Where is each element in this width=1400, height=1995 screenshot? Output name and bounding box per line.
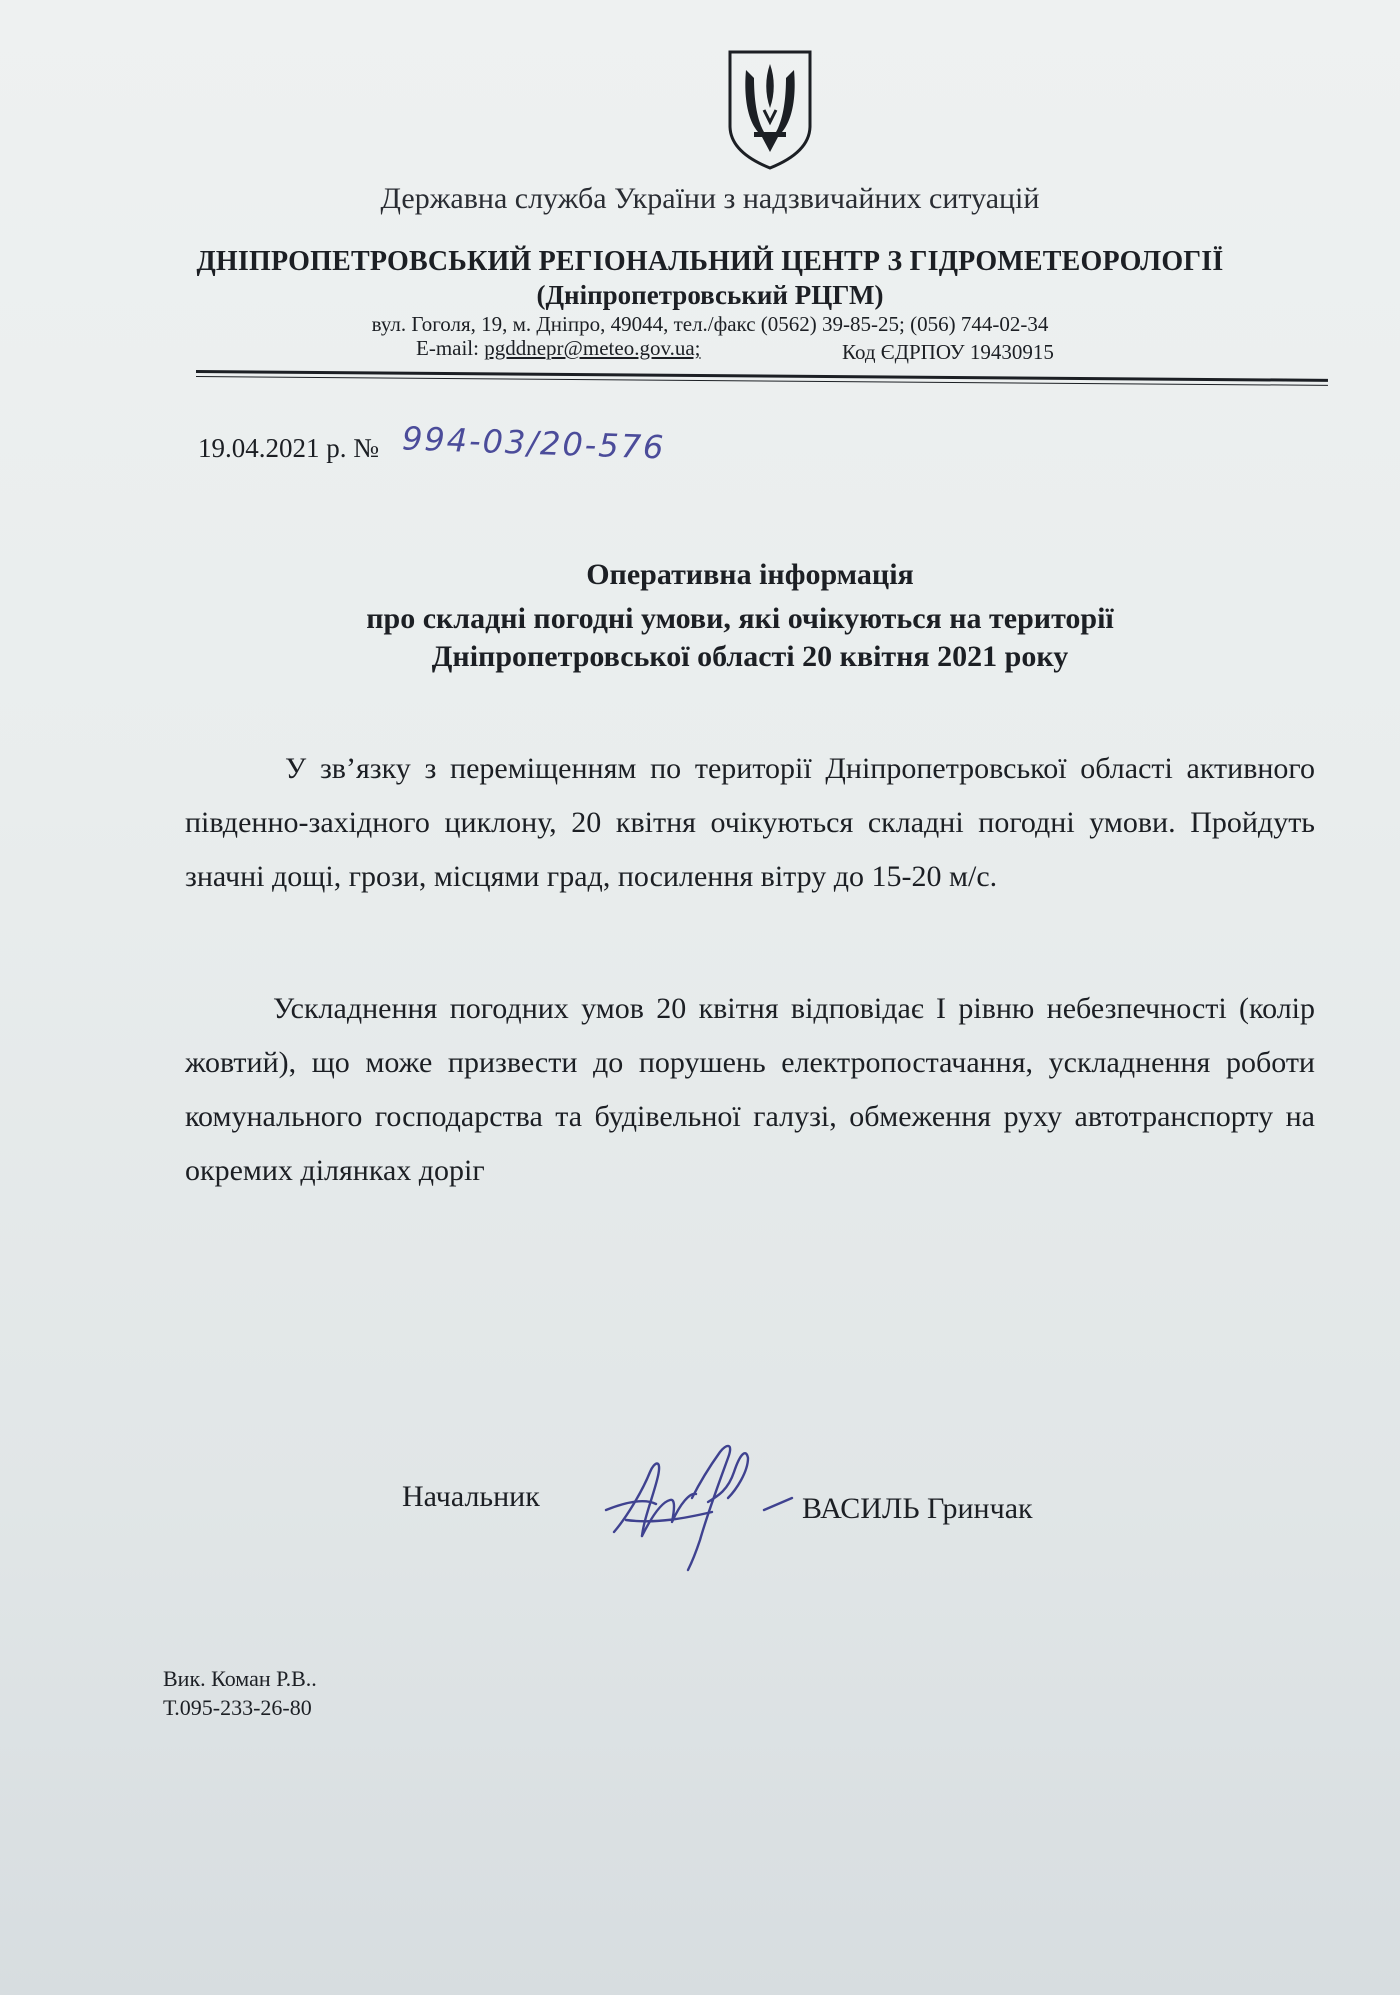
body-paragraph-2: Ускладнення погодних умов 20 квітня відповідає І рівню небезпечності (колір жовтий), що може призвести до порушень електропостачання, ускладнення роботи комунального господарства та будівельної галузі, обмеження руху автотранспорту на окремих ділянках доріг: [185, 992, 1315, 1187]
registration-number: 994-03/20-576: [401, 419, 667, 467]
email-line: [416, 336, 701, 361]
center-address: вул. Гоголя, 19, м. Дніпро, 49044, тел./факс (0562) 39-85-25; (056) 744-02-34: [371, 312, 1049, 336]
email-link[interactable]: pgddnepr@meteo.gov.ua;: [484, 336, 701, 360]
title-line-2: про складні погодні умови, які очікуються на території: [366, 602, 1114, 635]
ministry-name: Державна служба України з надзвичайних ситуацій: [380, 182, 1040, 215]
executor-phone: Т.095-233-26-80: [163, 1695, 312, 1720]
executor-name: Вик. Коман Р.В..: [163, 1666, 317, 1691]
title-line-1: Оперативна інформація: [586, 558, 914, 591]
signer-position: Начальник: [402, 1480, 540, 1513]
document-date: 19.04.2021 р. №: [198, 433, 380, 463]
edrpou-code: Код ЄДРПОУ 19430915: [842, 340, 1054, 364]
center-short-name: (Дніпропетровський РЦГМ): [536, 280, 884, 310]
handwritten-signature: [596, 1432, 816, 1572]
body-paragraph-1: У зв’язку з переміщенням по території Дніпропетровської області активного південно-західного циклону, 20 квітня очікуються складні погодні умови. Пройдуть значні дощі, грози, місцями град, посилення вітру до 15-20 м/с.: [185, 752, 1315, 893]
title-line-3: Дніпропетровської області 20 квітня 2021 року: [431, 640, 1069, 673]
center-name: ДНІПРОПЕТРОВСЬКИЙ РЕГІОНАЛЬНИЙ ЦЕНТР З ГІДРОМЕТЕОРОЛОГІЇ: [196, 246, 1224, 277]
email-label: E-mail:: [416, 336, 479, 360]
trident-coat-of-arms-icon: [724, 48, 816, 172]
signer-name: ВАСИЛЬ Гринчак: [802, 1492, 1033, 1525]
